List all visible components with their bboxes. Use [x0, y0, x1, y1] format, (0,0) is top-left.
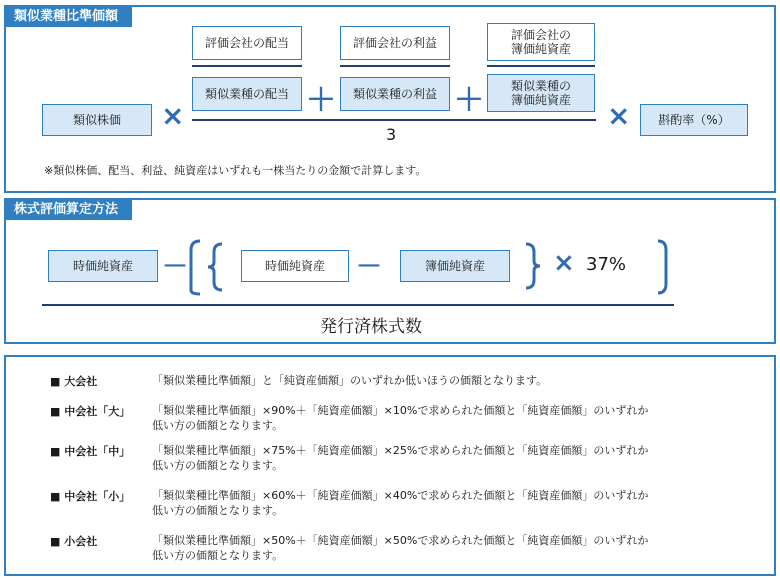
bracket-right-icon [654, 238, 674, 296]
brace-right-icon [522, 240, 544, 292]
list-item-desc: 「類似業種比準価額」×75%＋「純資産価額」×25%で求められた価額と「純資産価額」のいずれか 低い方の価額となります。 [152, 444, 649, 472]
industry-dividend-box: 類似業種の配当 [192, 77, 302, 111]
times-icon: × [553, 248, 575, 278]
brace-pair-left-icon [186, 238, 230, 296]
plus-icon: ＋ [306, 83, 336, 118]
company-profit-box: 評価会社の利益 [340, 26, 450, 60]
times-icon: × [607, 99, 631, 132]
company-dividend-box: 評価会社の配当 [192, 26, 302, 60]
main-fraction-line [192, 119, 596, 121]
book-net-assets-box: 簿価純資産 [400, 250, 510, 282]
list-item-label: ■ 中会社「小」 [50, 490, 131, 503]
industry-profit-box: 類似業種の利益 [340, 77, 450, 111]
shares-outstanding-text: 発行済株式数 [320, 317, 422, 337]
list-item-desc: 「類似業種比準価額」×50%＋「純資産価額」×50%で求められた価額と「純資産価額」のいずれか 低い方の価額となります。 [152, 534, 649, 562]
list-item-label: ■ 中会社「中」 [50, 445, 131, 458]
divisor: 3 [386, 125, 397, 144]
discount-rate-box: 斟酌率（%） [640, 104, 748, 136]
minus-icon: － [356, 252, 383, 282]
stock-valuation-title: 株式評価算定方法 [6, 200, 132, 220]
fraction-line-profit [340, 65, 450, 67]
list-item-desc: 「類似業種比準価額」×90%＋「純資産価額」×10%で求められた価額と「純資産価額」のいずれか 低い方の価額となります。 [152, 404, 649, 432]
list-item-desc: 「類似業種比準価額」と「純資産価額」のいずれか低いほうの価額となります。 [152, 374, 548, 387]
rate-text: 37% [586, 254, 627, 275]
market-net-assets-box: 時価純資産 [48, 250, 158, 282]
minus-icon: － [162, 252, 189, 282]
plus-icon: ＋ [454, 83, 484, 118]
company-net-assets-box: 評価会社の 簿価純資産 [487, 23, 595, 61]
stock-valuation-panel [4, 198, 776, 344]
market-net-assets-inner-box: 時価純資産 [241, 250, 349, 282]
similar-stock-price-box: 類似株価 [42, 104, 152, 136]
fraction-line-net-assets [487, 65, 595, 67]
note-text: ※類似株価、配当、利益、純資産はいずれも一株当たりの金額で計算します。 [44, 164, 427, 177]
list-item-desc: 「類似業種比準価額」×60%＋「純資産価額」×40%で求められた価額と「純資産価額」のいずれか 低い方の価額となります。 [152, 489, 649, 517]
times-icon: × [161, 99, 185, 132]
industry-net-assets-box: 類似業種の 簿価純資産 [487, 74, 595, 112]
valuation-fraction-line [42, 304, 674, 306]
list-item-label: ■ 中会社「大」 [50, 405, 131, 418]
company-size-panel [4, 355, 776, 576]
similar-industry-title: 類似業種比準価額 [6, 7, 132, 27]
similar-industry-panel [4, 5, 776, 193]
list-item-label: ■ 大会社 [50, 375, 98, 388]
fraction-line-dividend [192, 65, 302, 67]
list-item-label: ■ 小会社 [50, 535, 98, 548]
